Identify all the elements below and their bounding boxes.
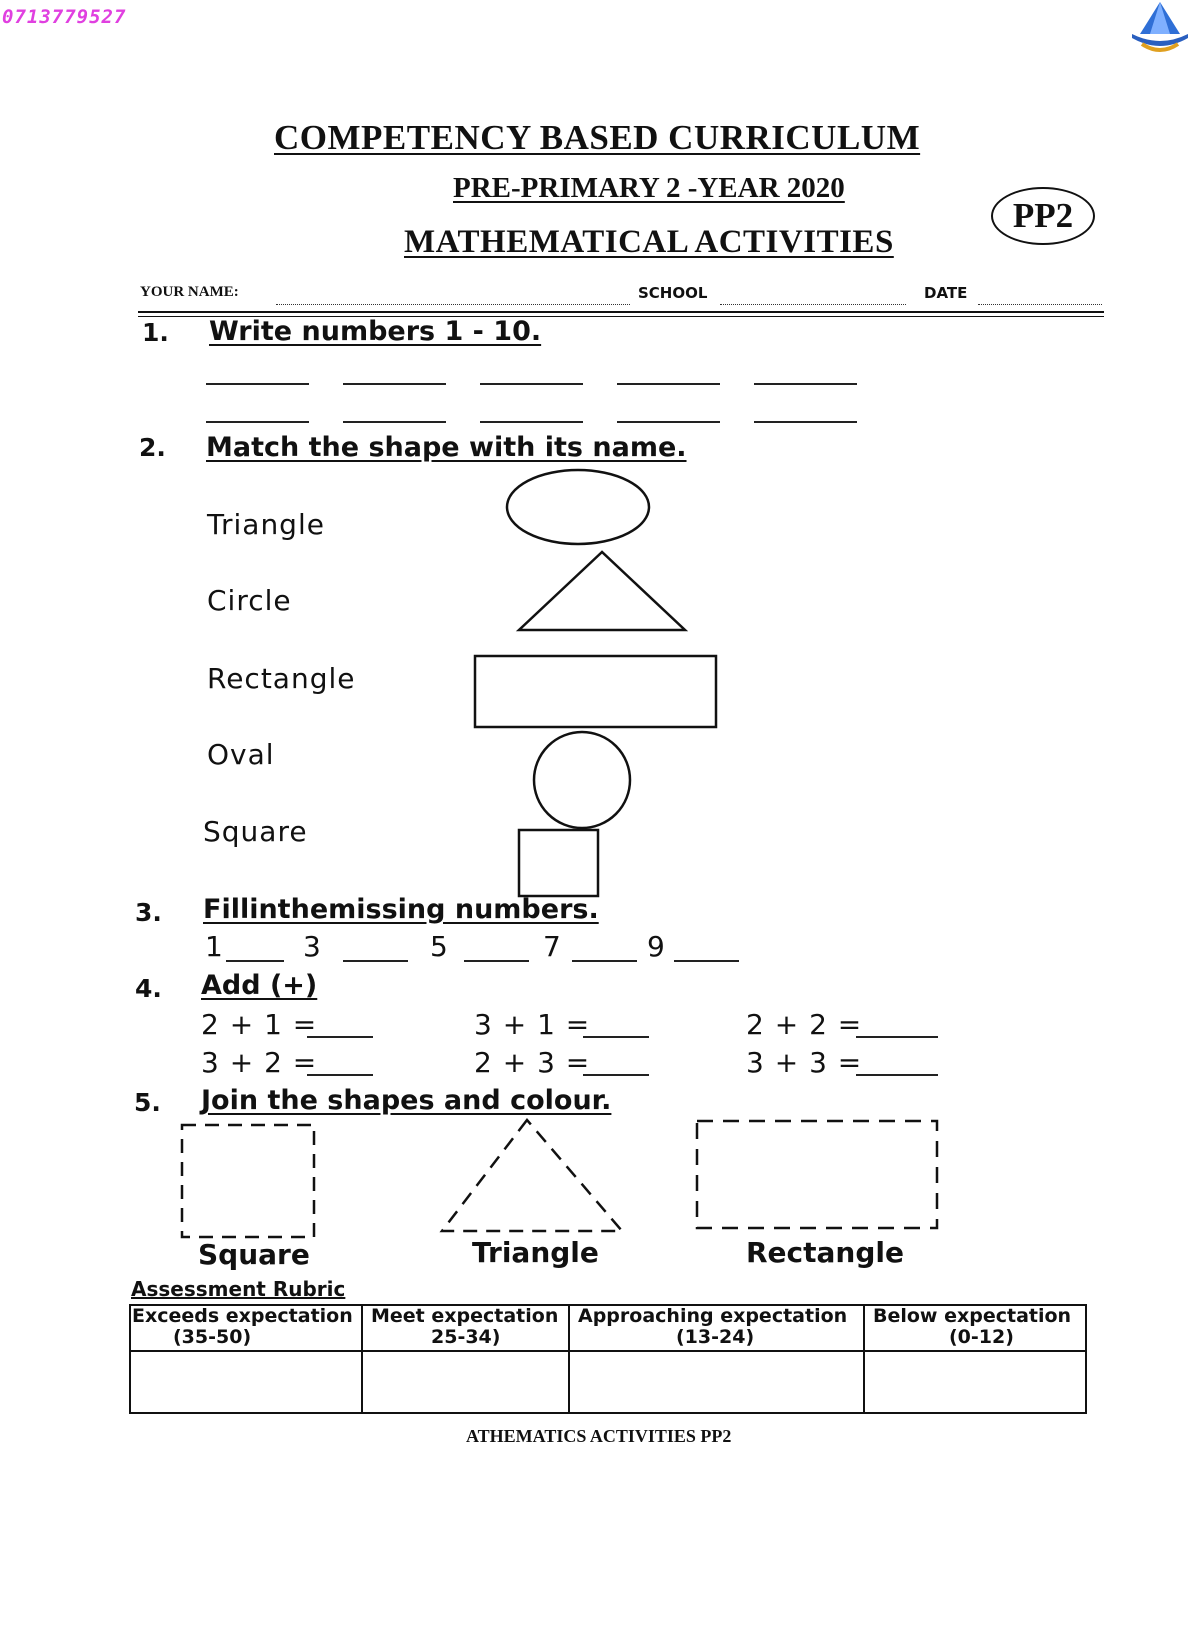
page-subtitle: PRE-PRIMARY 2 -YEAR 2020 — [453, 172, 845, 204]
question-number: 3. — [135, 898, 162, 927]
rubric-cell[interactable] — [864, 1351, 1086, 1413]
shape-label-square: Square — [198, 1238, 310, 1271]
triangle-shape — [519, 552, 685, 630]
shape-name-circle: Circle — [207, 584, 292, 617]
question-text: Add (+) — [201, 970, 318, 1001]
question-number: 2. — [139, 433, 166, 462]
circle-shape — [534, 732, 630, 828]
answer-blank[interactable] — [464, 960, 529, 962]
rubric-header: Exceeds expectation (35-50) — [130, 1305, 362, 1351]
dashed-triangle-shape — [442, 1120, 622, 1231]
answer-blank[interactable] — [226, 960, 284, 962]
addition-problem: 3 + 1 = — [474, 1008, 591, 1041]
question-text: Join the shapes and colour. — [201, 1085, 612, 1116]
answer-blank[interactable] — [583, 1036, 649, 1038]
shape-label-rectangle: Rectangle — [746, 1236, 904, 1269]
addition-problem: 3 + 3 = — [746, 1046, 863, 1079]
answer-blank[interactable] — [674, 960, 739, 962]
sequence-number: 7 — [543, 930, 562, 963]
question-number: 4. — [135, 974, 162, 1003]
rubric-cell[interactable] — [130, 1351, 362, 1413]
page-footer: ATHEMATICS ACTIVITIES PP2 — [466, 1426, 732, 1446]
answer-blank[interactable] — [572, 960, 637, 962]
answer-blank[interactable] — [343, 960, 408, 962]
rubric-title: Assessment Rubric — [131, 1277, 346, 1301]
dashed-rectangle-shape — [697, 1121, 937, 1228]
addition-problem: 3 + 2 = — [201, 1046, 318, 1079]
rubric-cell[interactable] — [569, 1351, 864, 1413]
assessment-rubric-table — [129, 1304, 1087, 1414]
sequence-number: 1 — [205, 930, 224, 963]
phone-number: 0713779527 — [2, 6, 127, 28]
school-label: SCHOOL — [638, 284, 708, 302]
grade-badge: PP2 — [991, 187, 1095, 245]
question-text: Fillinthemissing numbers. — [203, 894, 599, 925]
rubric-header: Meet expectation 25-34) — [362, 1305, 569, 1351]
question-number: 5. — [134, 1088, 161, 1117]
shape-name-square: Square — [203, 815, 308, 848]
rectangle-shape — [475, 656, 716, 727]
answer-blank[interactable] — [856, 1074, 938, 1076]
name-label: YOUR NAME: — [140, 284, 239, 300]
question-text: Write numbers 1 - 10. — [209, 316, 542, 347]
dashed-square-shape — [182, 1125, 314, 1237]
addition-problem: 2 + 3 = — [474, 1046, 591, 1079]
shape-name-triangle: Triangle — [207, 508, 325, 541]
answer-blank[interactable] — [307, 1074, 373, 1076]
shape-label-triangle: Triangle — [472, 1236, 599, 1269]
rubric-header: Approaching expectation (13-24) — [569, 1305, 864, 1351]
question-number: 1. — [142, 318, 169, 347]
answer-blank[interactable] — [856, 1036, 938, 1038]
shape-name-oval: Oval — [207, 738, 275, 771]
sequence-number: 9 — [647, 930, 666, 963]
answer-blank[interactable] — [583, 1074, 649, 1076]
sequence-number: 3 — [303, 930, 322, 963]
oval-shape — [507, 470, 649, 544]
subject-title: MATHEMATICAL ACTIVITIES — [404, 224, 894, 260]
sequence-number: 5 — [430, 930, 449, 963]
addition-problem: 2 + 2 = — [746, 1008, 863, 1041]
question-text: Match the shape with its name. — [206, 432, 687, 463]
shape-name-rectangle: Rectangle — [207, 662, 356, 695]
page-title: COMPETENCY BASED CURRICULUM — [274, 118, 921, 157]
date-label: DATE — [924, 284, 968, 302]
addition-problem: 2 + 1 = — [201, 1008, 318, 1041]
rubric-cell[interactable] — [362, 1351, 569, 1413]
square-shape — [519, 830, 598, 896]
answer-blank[interactable] — [307, 1036, 373, 1038]
rubric-header: Below expectation (0-12) — [864, 1305, 1086, 1351]
